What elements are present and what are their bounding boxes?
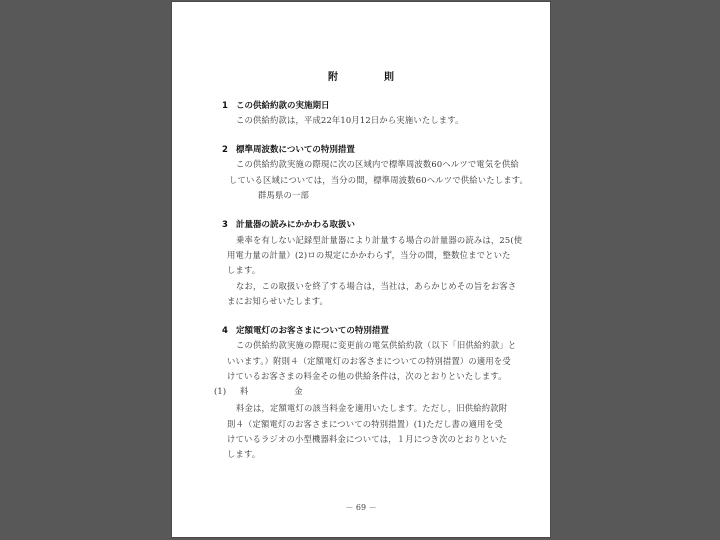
subsection-number: (1)	[214, 386, 227, 396]
section-2-line-3: 群馬県の一部	[258, 190, 309, 200]
subsection-1-heading	[214, 385, 303, 397]
section-3-line-2: 用電力量の計量）(2)ロの規定にかかわらず，当分の間，整数位までといた	[227, 250, 511, 260]
section-number: 3	[222, 220, 228, 230]
section-3-line-4: なお，この取扱いを終了する場合は，当社は，あらかじめその旨をお客さ	[236, 281, 517, 291]
section-4-line-2: いいます。）附則４（定額電灯のお客さまについての特別措置）の適用を受	[227, 356, 511, 366]
section-heading-text: この供給約款の実施期日	[236, 101, 330, 111]
section-4-heading	[222, 324, 389, 336]
section-number: 2	[222, 145, 228, 155]
section-2-line-1: この供給約款実施の際現に次の区域内で標準周波数60ヘルツで電気を供給	[236, 159, 519, 169]
subsection-heading-char-a: 料	[240, 386, 249, 396]
document-page	[172, 2, 550, 537]
section-2-heading	[222, 143, 355, 155]
section-number: 4	[222, 326, 228, 336]
subsection-1-line-4: します。	[227, 449, 261, 459]
section-3-line-3: します。	[227, 265, 261, 275]
subsection-1-line-1: 料金は，定額電灯の該当料金を適用いたします。ただし，旧供給約款附	[236, 403, 508, 413]
section-heading-text: 標準周波数についての特別措置	[236, 145, 355, 155]
section-3-heading	[222, 218, 355, 230]
subsection-heading-char-b: 金	[294, 386, 303, 396]
section-heading-text: 定額電灯のお客さまについての特別措置	[236, 326, 389, 336]
section-3-line-1: 乗率を有しない記録型計量器により計量する場合の計量器の読みは，25(使	[236, 235, 523, 245]
subsection-1-line-2: 則４（定額電灯のお客さまについての特別措置）(1)ただし書の適用を受	[227, 419, 503, 429]
title-char-right: 則	[384, 72, 394, 83]
section-heading-text: 計量器の読みにかかわる取扱い	[236, 220, 356, 230]
section-2-line-2: している区域については，当分の間，標準周波数60ヘルツで供給いたします。	[229, 175, 529, 185]
section-4-line-3: けているお客さまの料金その他の供給条件は，次のとおりといたします。	[227, 371, 507, 381]
section-1-line-1: この供給約款は，平成22年10月12日から実施いたします。	[236, 115, 464, 125]
section-number: 1	[222, 101, 228, 111]
section-3-line-5: まにお知らせいたします。	[227, 296, 329, 306]
subsection-1-line-3: けているラジオの小型機器料金については，１月につき次のとおりといた	[227, 434, 508, 444]
title-char-left: 附	[328, 72, 338, 83]
page-title	[172, 68, 550, 83]
section-4-line-1: この供給約款実施の際現に変更前の電気供給約款（以下「旧供給約款」と	[236, 340, 517, 350]
section-1-heading	[222, 99, 330, 111]
page-number: － 69 －	[345, 503, 377, 512]
